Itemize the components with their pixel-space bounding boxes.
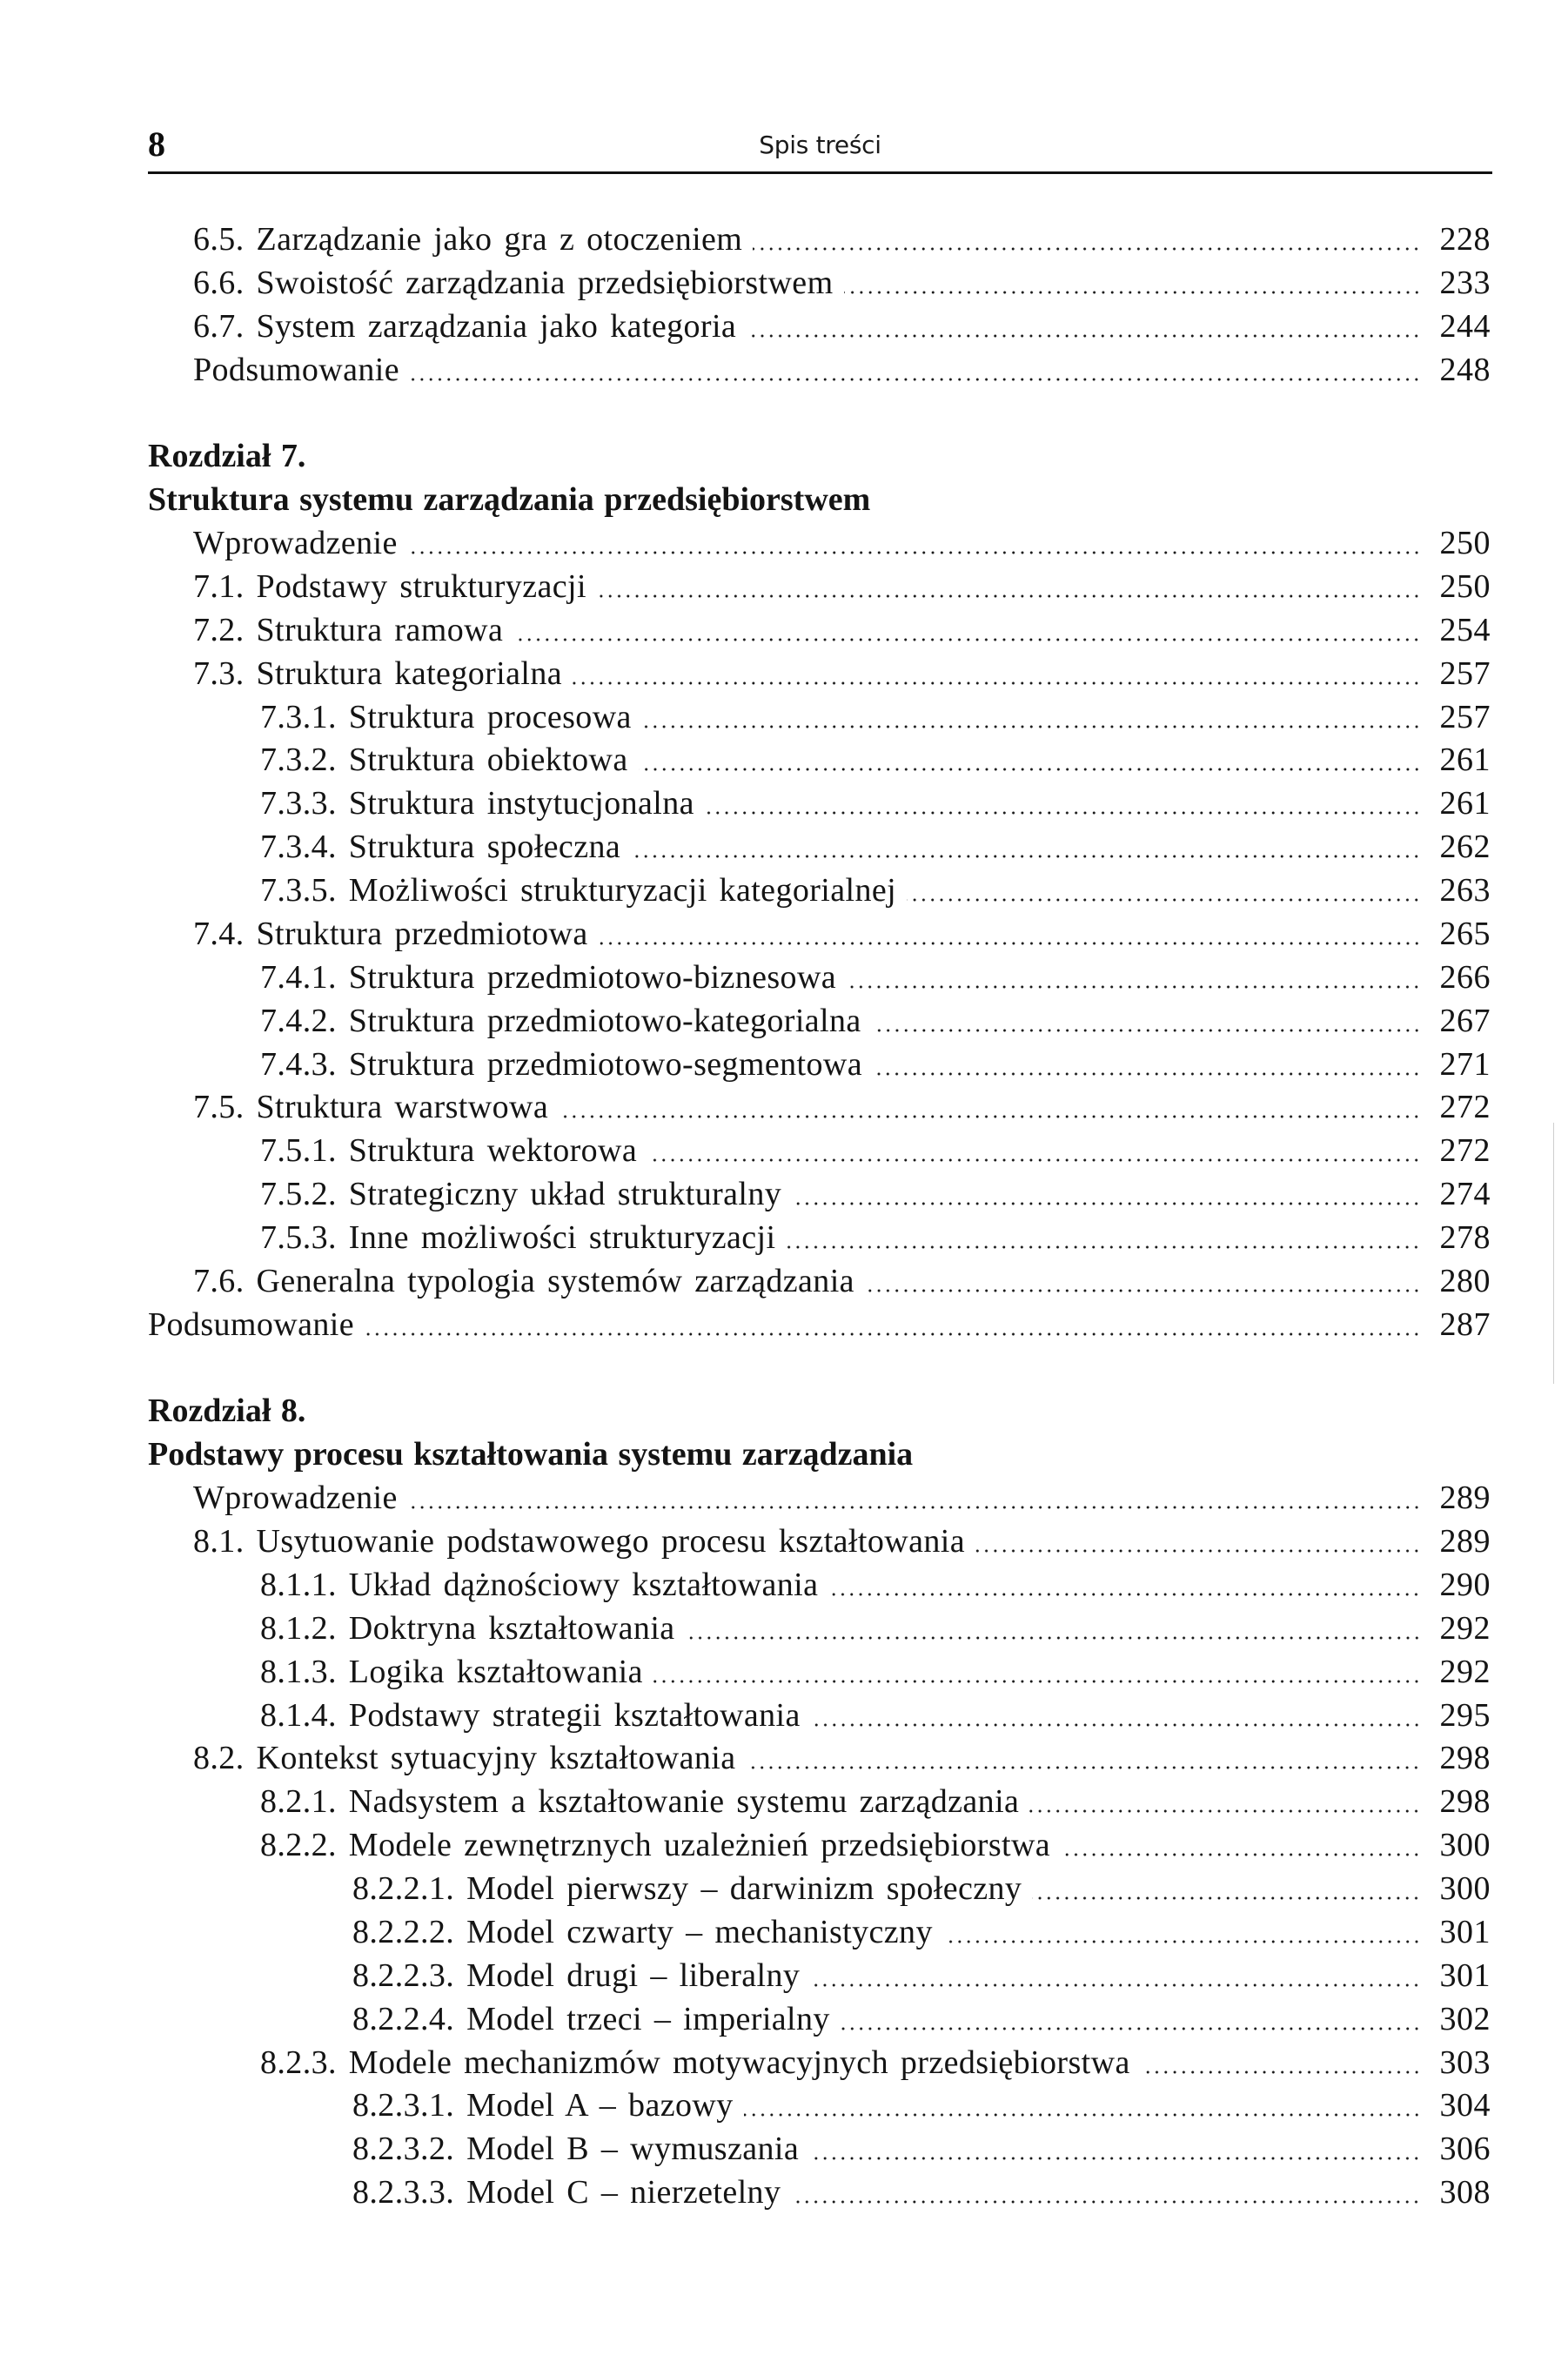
- toc-entry[interactable]: [0, 1043, 1568, 1086]
- toc-row-content: [193, 218, 1491, 261]
- dot-leader: [786, 1245, 1421, 1250]
- toc-entry-title: 7.3.3. Struktura instytucjonalna: [260, 785, 694, 822]
- dot-leader: [653, 1679, 1421, 1684]
- toc-entry[interactable]: [0, 2041, 1568, 2084]
- toc-entry[interactable]: [0, 1172, 1568, 1216]
- dot-leader: [597, 594, 1421, 599]
- toc-row-content: [260, 1172, 1491, 1216]
- toc-entry-title: 8.2. Kontekst sytuacyjny kształtowania: [193, 1740, 736, 1777]
- chapter-heading: [0, 1433, 1568, 1476]
- dot-leader: [810, 1983, 1421, 1988]
- dot-leader: [865, 1288, 1421, 1293]
- toc-entry-title: 8.2.2. Modele zewnętrznych uzależnień przedsiębiorstwa: [260, 1827, 1051, 1864]
- toc-row-content: [148, 478, 870, 521]
- toc-entry[interactable]: [0, 218, 1568, 261]
- toc-row-content: [260, 1650, 1491, 1694]
- dot-leader: [828, 1592, 1421, 1597]
- toc-entry-title: 7.5.2. Strategiczny układ strukturalny: [260, 1176, 782, 1213]
- toc-entry-page-number: 301: [1439, 1913, 1491, 1950]
- toc-entry-page-number: 265: [1439, 915, 1491, 952]
- chapter-heading-text: Rozdział 7.: [148, 438, 306, 475]
- toc-entry-page-number: 250: [1439, 567, 1491, 605]
- dot-leader: [1032, 1896, 1421, 1901]
- toc-entry-page-number: 280: [1439, 1262, 1491, 1299]
- toc-entry-page-number: 267: [1439, 1002, 1491, 1039]
- dot-leader: [705, 810, 1421, 815]
- toc-entry[interactable]: [0, 1954, 1568, 1997]
- toc-entry-page-number: 278: [1439, 1219, 1491, 1256]
- dot-leader: [639, 767, 1421, 772]
- toc-row-content: [148, 1389, 305, 1433]
- toc-entry[interactable]: [0, 1867, 1568, 1910]
- toc-row-content: [260, 1823, 1491, 1867]
- toc-entry-title: Podsumowanie: [148, 1305, 355, 1343]
- dot-leader: [1029, 1809, 1421, 1814]
- toc-entry-page-number: 250: [1439, 525, 1491, 562]
- toc-entry-page-number: 292: [1439, 1609, 1491, 1647]
- toc-row-content: [352, 2127, 1491, 2171]
- toc-entry[interactable]: [0, 2127, 1568, 2171]
- toc-entry-title: 7.2. Struktura ramowa: [193, 611, 504, 648]
- toc-entry-page-number: 292: [1439, 1653, 1491, 1690]
- toc-entry-page-number: 233: [1439, 264, 1491, 301]
- toc-entry-title: 7.4.1. Struktura przedmiotowo-biznesowa: [260, 958, 837, 996]
- chapter-heading: [0, 478, 1568, 521]
- toc-row-content: [148, 1433, 913, 1476]
- dot-leader: [1141, 2070, 1421, 2075]
- toc-entry-page-number: 274: [1439, 1176, 1491, 1213]
- dot-leader: [642, 724, 1421, 729]
- toc-entry-title: 7.3.5. Możliwości strukturyzacji kategorialnej: [260, 872, 897, 909]
- toc-entry-page-number: 262: [1439, 829, 1491, 866]
- toc-row-content: [260, 1129, 1491, 1172]
- toc-entry-page-number: 272: [1439, 1089, 1491, 1126]
- toc-entry-title: 7.3.1. Struktura procesowa: [260, 698, 632, 735]
- toc-row-content: [260, 2041, 1491, 2084]
- dot-leader: [873, 1071, 1421, 1077]
- toc-row-content: [193, 1520, 1491, 1563]
- toc-entry-title: 8.1.2. Doktryna kształtowania: [260, 1609, 675, 1647]
- toc-entry-title: 8.2.3.3. Model C – nierzetelny: [352, 2174, 781, 2211]
- toc-entry[interactable]: [0, 1694, 1568, 1737]
- toc-entry-title: 8.2.2.2. Model czwarty – mechanistyczny: [352, 1913, 933, 1950]
- toc-entry[interactable]: [0, 825, 1568, 869]
- toc-entry-title: 7.3.2. Struktura obiektowa: [260, 742, 628, 779]
- toc-entry[interactable]: [0, 869, 1568, 912]
- toc-entry[interactable]: [0, 1736, 1568, 1780]
- dot-leader: [746, 1765, 1421, 1770]
- toc-entry-title: 7.4. Struktura przedmiotowa: [193, 915, 588, 952]
- toc-row-content: [193, 652, 1491, 695]
- toc-entry-title: Wprowadzenie: [193, 1480, 398, 1517]
- toc-entry-page-number: 306: [1439, 2131, 1491, 2168]
- toc-entry-page-number: 300: [1439, 1827, 1491, 1864]
- toc-row-content: [260, 825, 1491, 869]
- toc-entry[interactable]: [0, 1997, 1568, 2041]
- chapter-heading-text: Podstawy procesu kształtowania systemu zarządzania: [148, 1436, 914, 1473]
- toc-entry-title: 8.1.3. Logika kształtowania: [260, 1653, 643, 1690]
- toc-entry[interactable]: [0, 999, 1568, 1043]
- toc-row-content: [193, 912, 1491, 956]
- toc-row-content: [352, 2171, 1491, 2214]
- toc-entry-title: 7.4.3. Struktura przedmiotowo-segmentowa: [260, 1045, 863, 1083]
- toc-entry[interactable]: [0, 305, 1568, 348]
- dot-leader: [809, 2156, 1421, 2161]
- toc-entry-page-number: 308: [1439, 2174, 1491, 2211]
- toc-entry-page-number: 290: [1439, 1566, 1491, 1603]
- toc-entry[interactable]: [0, 1823, 1568, 1867]
- toc-entry-title: 6.5. Zarządzanie jako gra z otoczeniem: [193, 221, 743, 258]
- toc-entry-title: 7.5. Struktura warstwowa: [193, 1089, 549, 1126]
- toc-row-content: [193, 1259, 1491, 1303]
- toc-row-content: [260, 738, 1491, 782]
- toc-entry-page-number: 302: [1439, 2000, 1491, 2037]
- toc-row-content: [352, 1910, 1491, 1954]
- dot-leader: [791, 2199, 1421, 2205]
- chapter-heading-text: Struktura systemu zarządzania przedsiębiorstwem: [148, 481, 871, 519]
- toc-row-content: [352, 1954, 1491, 1997]
- toc-entry-page-number: 303: [1439, 2044, 1491, 2081]
- dot-leader: [847, 984, 1421, 990]
- toc-row-content: [260, 869, 1491, 912]
- toc-entry-page-number: 300: [1439, 1870, 1491, 1908]
- dot-leader: [573, 681, 1421, 686]
- toc-entry-page-number: 244: [1439, 307, 1491, 345]
- dot-leader: [631, 854, 1421, 859]
- toc-entry-title: 8.2.2.3. Model drugi – liberalny: [352, 1956, 801, 1994]
- dot-leader: [599, 941, 1421, 946]
- toc-entry-page-number: 266: [1439, 958, 1491, 996]
- toc-entry[interactable]: [0, 1085, 1568, 1129]
- toc-entry-page-number: 254: [1439, 611, 1491, 648]
- toc-entry[interactable]: [0, 1129, 1568, 1172]
- toc-entry-title: 7.4.2. Struktura przedmiotowo-kategorialna: [260, 1002, 861, 1039]
- toc-entry-page-number: 301: [1439, 1956, 1491, 1994]
- toc-entry-page-number: 257: [1439, 654, 1491, 692]
- toc-entry-title: 7.3. Struktura kategorialna: [193, 654, 563, 692]
- toc-entry-page-number: 261: [1439, 785, 1491, 822]
- toc-entry[interactable]: [0, 1607, 1568, 1650]
- dot-leader: [365, 1332, 1421, 1337]
- dot-leader: [753, 246, 1421, 252]
- toc-entry-page-number: 263: [1439, 872, 1491, 909]
- dot-leader: [975, 1548, 1421, 1554]
- toc-row-content: [193, 261, 1491, 305]
- toc-row-content: [193, 1085, 1491, 1129]
- toc-entry[interactable]: [0, 1259, 1568, 1303]
- toc-entry-title: 8.2.3. Modele mechanizmów motywacyjnych przedsiębiorstwa: [260, 2044, 1130, 2081]
- toc-entry[interactable]: [0, 2084, 1568, 2127]
- dot-leader: [747, 333, 1421, 339]
- toc-row-content: [193, 1736, 1491, 1780]
- toc-entry-page-number: 287: [1439, 1305, 1491, 1343]
- toc-entry-title: 8.1. Usytuowanie podstawowego procesu kształtowania: [193, 1523, 965, 1560]
- toc-row-content: [260, 1563, 1491, 1607]
- toc-entry[interactable]: [0, 738, 1568, 782]
- toc-entry-page-number: 295: [1439, 1696, 1491, 1734]
- toc-entry[interactable]: [0, 521, 1568, 565]
- dot-leader: [1061, 1852, 1421, 1857]
- toc-entry[interactable]: [0, 1476, 1568, 1520]
- toc-entry[interactable]: [0, 1910, 1568, 1954]
- toc-entry-title: 7.1. Podstawy strukturyzacji: [193, 567, 586, 605]
- toc-entry-page-number: 272: [1439, 1132, 1491, 1170]
- toc-entry-title: 8.2.2.4. Model trzeci – imperialny: [352, 2000, 830, 2037]
- page-number: 8: [148, 124, 165, 164]
- toc-entry-title: Podsumowanie: [193, 351, 400, 388]
- toc-row-content: [193, 348, 1491, 392]
- toc-entry[interactable]: [0, 1650, 1568, 1694]
- toc-entry-page-number: 257: [1439, 698, 1491, 735]
- dot-leader: [513, 637, 1421, 642]
- dot-leader: [686, 1635, 1421, 1641]
- toc-entry[interactable]: [0, 2171, 1568, 2214]
- toc-row-content: [260, 1694, 1491, 1737]
- toc-row-content: [260, 1216, 1491, 1259]
- toc-entry-page-number: 261: [1439, 742, 1491, 779]
- toc-entry[interactable]: [0, 652, 1568, 695]
- toc-entry-title: Wprowadzenie: [193, 525, 398, 562]
- toc-entry-title: 8.2.3.1. Model A – bazowy: [352, 2087, 734, 2124]
- toc-entry-title: 6.7. System zarządzania jako kategoria: [193, 307, 737, 345]
- toc-entry[interactable]: [0, 608, 1568, 652]
- chapter-heading: [0, 434, 1568, 478]
- toc-entry-title: 7.3.4. Struktura społeczna: [260, 829, 621, 866]
- toc-row-content: [260, 956, 1491, 999]
- toc-entry[interactable]: [0, 956, 1568, 999]
- toc-entry-title: 7.5.3. Inne możliwości strukturyzacji: [260, 1219, 776, 1256]
- dot-leader: [559, 1114, 1421, 1119]
- toc-row-content: [260, 1607, 1491, 1650]
- toc-entry[interactable]: [0, 1563, 1568, 1607]
- dot-leader: [811, 1722, 1421, 1728]
- toc-entry-page-number: 248: [1439, 351, 1491, 388]
- toc-entry-page-number: 304: [1439, 2087, 1491, 2124]
- dot-leader: [744, 2112, 1421, 2117]
- toc-row-content: [260, 1043, 1491, 1086]
- toc-row-content: [260, 695, 1491, 739]
- toc-entry-title: 8.1.4. Podstawy strategii kształtowania: [260, 1696, 801, 1734]
- toc-row-content: [352, 1867, 1491, 1910]
- scan-edge-mark: [1553, 1123, 1554, 1384]
- toc-row-content: [352, 1997, 1491, 2041]
- toc-entry-page-number: 271: [1439, 1045, 1491, 1083]
- toc-entry[interactable]: [0, 261, 1568, 305]
- running-title: Spis treści: [759, 131, 881, 159]
- toc-entry-page-number: 298: [1439, 1740, 1491, 1777]
- dot-leader: [844, 290, 1421, 295]
- toc-entry-title: 6.6. Swoistość zarządzania przedsiębiorstwem: [193, 264, 834, 301]
- dot-leader: [872, 1028, 1421, 1033]
- toc-row-content: [193, 305, 1491, 348]
- toc-entry[interactable]: [0, 348, 1568, 392]
- toc-entry-title: 8.2.3.2. Model B – wymuszania: [352, 2131, 800, 2168]
- dot-leader: [647, 1158, 1421, 1163]
- toc-row-content: [352, 2084, 1491, 2127]
- toc-entry[interactable]: [0, 782, 1568, 825]
- dot-leader: [410, 377, 1421, 382]
- dot-leader: [907, 897, 1421, 903]
- toc-row-content: [193, 521, 1491, 565]
- dot-leader: [943, 1939, 1421, 1944]
- dot-leader: [408, 550, 1421, 555]
- toc-entry-page-number: 228: [1439, 221, 1491, 258]
- toc-entry-title: 7.5.1. Struktura wektorowa: [260, 1132, 638, 1170]
- toc-entry[interactable]: [0, 1780, 1568, 1823]
- toc-entry-page-number: 298: [1439, 1783, 1491, 1821]
- toc-row-content: [193, 1476, 1491, 1520]
- toc-row-content: [193, 565, 1491, 608]
- toc-entry[interactable]: [0, 912, 1568, 956]
- toc-row-content: [148, 1303, 1491, 1346]
- toc-entry-page-number: 289: [1439, 1480, 1491, 1517]
- dot-leader: [792, 1201, 1421, 1206]
- toc-entry[interactable]: [0, 1303, 1568, 1346]
- dot-leader: [841, 2026, 1421, 2031]
- toc-entry[interactable]: [0, 1520, 1568, 1563]
- toc-row-content: [260, 1780, 1491, 1823]
- toc-entry[interactable]: [0, 1216, 1568, 1259]
- chapter-heading: [0, 1389, 1568, 1433]
- toc-entry[interactable]: [0, 695, 1568, 739]
- chapter-heading-text: Rozdział 8.: [148, 1393, 306, 1430]
- toc-entry-title: 7.6. Generalna typologia systemów zarządzania: [193, 1262, 854, 1299]
- toc-row-content: [260, 782, 1491, 825]
- toc-entry-title: 8.2.2.1. Model pierwszy – darwinizm społeczny: [352, 1870, 1022, 1908]
- toc-entry-title: 8.1.1. Układ dążnościowy kształtowania: [260, 1566, 819, 1603]
- toc-entry-title: 8.2.1. Nadsystem a kształtowanie systemu zarządzania: [260, 1783, 1020, 1821]
- toc-row-content: [260, 999, 1491, 1043]
- dot-leader: [408, 1505, 1421, 1510]
- toc-row-content: [148, 434, 305, 478]
- toc-entry[interactable]: [0, 565, 1568, 608]
- toc-entry-page-number: 289: [1439, 1523, 1491, 1560]
- toc-row-content: [193, 608, 1491, 652]
